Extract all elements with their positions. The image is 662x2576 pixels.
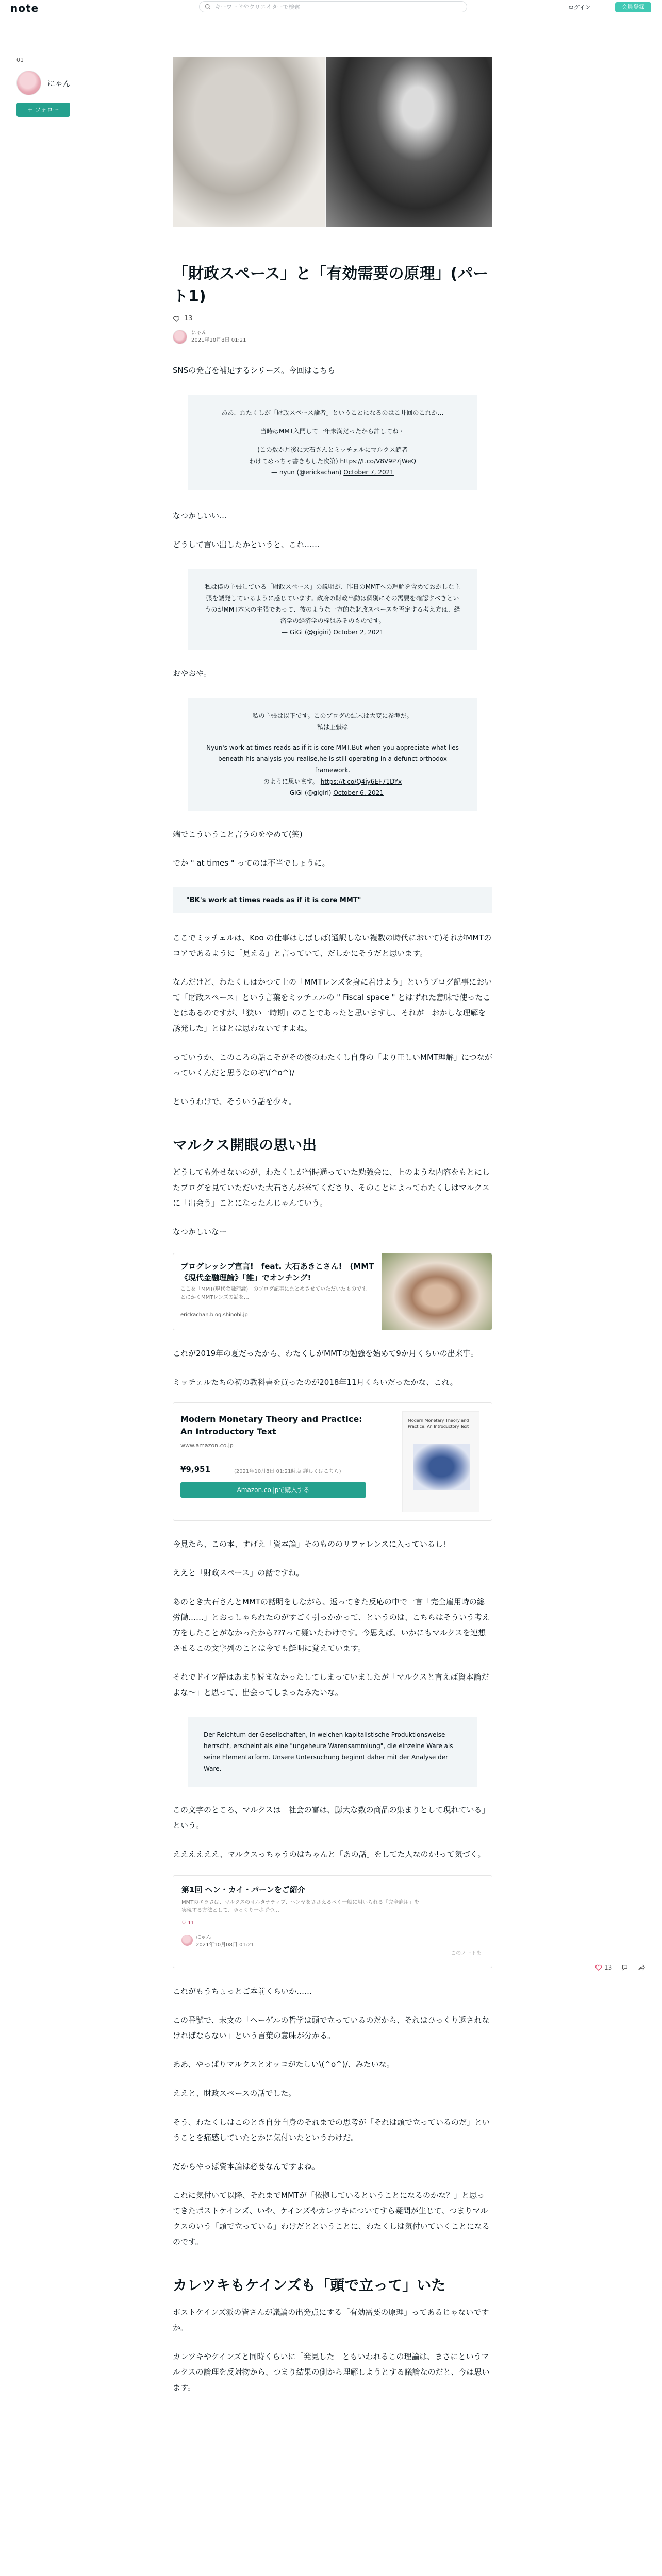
tweet-text: 私は主張は: [317, 723, 348, 731]
like-count: 13: [184, 315, 193, 323]
paragraph: ええと、財政スペースの話でした。: [173, 2089, 296, 2098]
paragraph: なんだけど、わたくしはかつて上の「MMTレンズを身に着けよう」というブログ記事において「財政スペース」という言葉をミッチェルの " Fiscal space " とはずれた意味で使ったことはあるのですが、「狭い一時期」のことであったと思いますし、それが「おかしな理解を誘発した」とはとは思わないですよね。: [173, 977, 492, 1033]
paragraph: 今見たら、この本、すげえ「資本論」そのもののリファレンスに入っているし!: [173, 1539, 446, 1549]
search-icon: [205, 4, 211, 10]
search-input[interactable]: [215, 4, 442, 10]
creator-avatar[interactable]: [16, 71, 41, 95]
blockquote: "BK's work at times reads as if it is core MMT": [173, 887, 492, 913]
tweet-text: のように思います。: [263, 778, 319, 785]
section-heading: カレツキもケインズも「頭で立って」いた: [173, 2277, 446, 2294]
embedded-tweet: [188, 569, 477, 650]
tweet-text: ああ、わたくしが「財政スペース論者」ということになるのはこ井回のこれか…: [221, 409, 444, 416]
paragraph: この文字のところ、マルクスは「社会の富は、膨大な数の商品の集まりとして現れている」という。: [173, 1805, 490, 1831]
top-header: [0, 0, 662, 14]
card-url: erickachan.blog.shinobi.jp: [180, 1312, 248, 1318]
note-card-title: 第1回 ヘン・カイ・パーンをご紹介: [181, 1885, 305, 1895]
login-link[interactable]: ログイン: [568, 4, 591, 11]
follow-button[interactable]: + フォロー: [16, 103, 70, 117]
creator-label: 01: [16, 57, 24, 63]
link-card[interactable]: [173, 1253, 492, 1330]
tweet-link[interactable]: https://t.co/V8V9P7jWeQ: [340, 457, 416, 465]
embedded-note-card[interactable]: [173, 1875, 492, 1968]
creator-sidebar: [16, 57, 89, 117]
publish-date: 2021年10月8日 01:21: [191, 337, 246, 343]
hero-image: [173, 57, 492, 227]
tweet-text: 私の主張は以下です。このブログの結末は大変に参考だ。: [252, 712, 413, 719]
author-block: [173, 330, 492, 344]
note-logo[interactable]: note: [10, 2, 39, 14]
paragraph: そう、わたくしはこのとき自分自身のそれまでの思考が「それは頭で立っているのだ」ということを痛感していたとかに気付いたというわけだ。: [173, 2117, 490, 2143]
creator-name[interactable]: にゃん: [47, 78, 71, 88]
note-card-avatar: [181, 1935, 193, 1946]
paragraph: 端でこういうこと言うのをやめて(笑): [173, 829, 303, 839]
tweet-author: — GiGi (@gigiri): [282, 789, 332, 796]
comment-icon[interactable]: [621, 1964, 628, 1971]
embedded-tweet: [188, 395, 477, 490]
paragraph: ここでミッチェルは、Koo の仕事はしばしば(通訳しない複数の時代において)それがMMTのコアであるように「見える」と言っていて、だしかにそうだと思います。: [173, 933, 492, 958]
tweet-date-link[interactable]: October 7, 2021: [343, 469, 394, 476]
tweet-author: — nyun (@erickachan): [271, 469, 342, 476]
book-cover-art: [413, 1444, 470, 1490]
card-thumbnail: [382, 1253, 492, 1330]
floating-action-bar: [595, 1964, 645, 1971]
tweet-text: (この数か月後に大石さんとミッチェルにマルクス読者: [257, 446, 408, 453]
article: [173, 57, 492, 2395]
amazon-url: www.amazon.co.jp: [180, 1442, 234, 1449]
paragraph: ええと「財政スペース」の話ですね。: [173, 1568, 304, 1578]
article-meta: [173, 315, 492, 323]
paragraph: ええええええ、マルクスっちゃうのはちゃんと「あの話」をしてた人なのか!って気づく。: [173, 1850, 486, 1859]
paragraph: っていうか、このころの話こそがその後のわたくし自身の「より正しいMMT理解」につながっていくんだと思うなのぞ\(^o^)/: [173, 1053, 492, 1077]
paragraph: というわけで、そういう話を少々。: [173, 1097, 296, 1106]
paragraph: あのとき大石さんとMMTの話明をしながら、返ってきた反応の中で一言「完全雇用時の総労働……」とおっしゃられたのがすごく引っかかって、というのは、こちらはそういう考え方をしたことがなかったから???って疑いたわけです。今思えば、いかにもマルクスを連想させるこの文字列のことは今でも鮮明に覚えています。: [173, 1597, 490, 1653]
note-card-author-name: にゃん: [196, 1935, 211, 1941]
search-box[interactable]: [199, 1, 467, 12]
paragraph: この番號で、未文の「ヘーゲルの哲学は頭で立っているのだから、それはひっくり返されなければならない」という言葉の意味が分かる。: [173, 2015, 490, 2041]
card-title: ブログレッシブ宣言! feat. 大石あきこさん! (MMT《現代金融理論》「誰」でオンチング!: [180, 1262, 374, 1283]
note-card-description: MMTのエラさは、マルクスのオルタナティブ、ヘンヤをささえるべく一般に用いられる「完全雇用」を実現する方法として、ゆっくり一歩ずつ…: [181, 1900, 420, 1914]
tweet-text: わけてめっちゃ書きもした次第): [249, 457, 338, 465]
amazon-title[interactable]: Modern Monetary Theory and Practice: An Introductory Text: [180, 1414, 362, 1437]
tweet-text: Nyun's work at times reads as if it is core MMT.But when you appreciate what lies beneath his analysis you realise,he is still operating in a defunct orthodox framework.: [206, 744, 459, 774]
note-card-author: [181, 1933, 254, 1948]
heart-icon[interactable]: [595, 1964, 602, 1971]
floating-like-count: 13: [604, 1964, 613, 1971]
card-description: ここを「MMT(現代金融理論)」のブログ記事にまとめさせていただいたものです。とにかくMMTレンズの話を…: [180, 1286, 372, 1301]
paragraph: それでドイツ語はあまり読まなかったしてしまっていましたが「マルクスと言えば資本論だよな〜」と思って、出会ってしまったみたいな。: [173, 1672, 489, 1698]
paragraph: なつかしいなー: [173, 1227, 227, 1237]
paragraph: ミッチェルたちの初の教科書を買ったのが2018年11月くらいだったかな、これ。: [173, 1378, 458, 1387]
tweet-author: — GiGi (@gigiri): [282, 629, 332, 636]
tweet-date-link[interactable]: October 2, 2021: [333, 629, 384, 636]
paragraph: SNSの発言を補足するシリーズ。今回はこちら: [173, 366, 335, 375]
quote-text: Der Reichtum der Gesellschaften, in welchen kapitalistische Produktionsweise herrscht, erscheint als eine "ungeheure Warensammlung", die einzelne Ware als seine Elementarform. Unsere Untersuchung beginnt daher mit der Analyse der Ware.: [204, 1731, 453, 1773]
heart-icon[interactable]: [173, 315, 180, 323]
note-card-date: 2021年10月08日 01:21: [196, 1942, 254, 1948]
article-title: 「財政スペース」と「有効需要の原理」(パート1): [173, 265, 489, 306]
section-heading: マルクス開眼の思い出: [173, 1137, 317, 1154]
paragraph: どうしても外せないのが、わたくしが当時通っていた勉強会に、上のような内容をもとにしたブログを見ていただいた大石さんが来てくださり、そのことによってわたくしはマルクスに「出会う」ことになったんじゃんていう。: [173, 1167, 490, 1208]
paragraph: おやおや。: [173, 669, 211, 678]
paragraph: これに気付いて以降、それまでMMTが「依拠しているということになるのかな？」と思ってきたポストケインズ、いや、ケインズやカレツキについてすら疑問が生じて、つまりマルクスのいう「頭で立っている」わけだとということに、わたくしは気付いていくことになるのです。: [173, 2191, 490, 2247]
paragraph: カレツキやケインズと同時くらいに「発見した」ともいわれるこの理論は、まさにというマルクスの論理を反対物から、つまり結果の側から理解しようとする議論なのだと、今は思います。: [173, 2352, 490, 2393]
paragraph: ああ、やっぱりマルクスとオッコがたしい\(^o^)/、みたいな。: [173, 2060, 394, 2070]
author-name[interactable]: にゃん: [191, 330, 207, 336]
tweet-text: 私は僕の主張している「財政スペース」の説明が、昨日のMMTへの理解を含めておかしな主張を誘発しているように感じています。政府の財政出動は個別にその需要を確認すべきというのがMMT本来の主張であって、彼のような一方的な財政スペースを否定する考え方は、経済学の経済学の枠組みそのものです。: [205, 583, 460, 624]
blockquote: [188, 1717, 477, 1787]
paragraph: だからやっぱ資本論は必要なんですよね。: [173, 2162, 320, 2172]
tweet-link[interactable]: https://t.co/Q4iy6EF71DYx: [320, 778, 402, 785]
amazon-card: [173, 1402, 492, 1521]
signup-button[interactable]: 会員登録: [615, 2, 651, 12]
tweet-date-link[interactable]: October 6, 2021: [333, 789, 384, 796]
paragraph: これがもうちょっとご本前くらいか……: [173, 1987, 312, 1996]
paragraph: どうして言い出したかというと、これ……: [173, 540, 320, 549]
note-card-more: このノートを: [451, 1951, 482, 1957]
author-avatar[interactable]: [173, 330, 187, 344]
amazon-price: ¥9,951: [180, 1465, 210, 1475]
paragraph: でか " at times " ってのは不当でしょうに。: [173, 858, 330, 868]
paragraph: なつかしいい…: [173, 511, 227, 520]
share-icon[interactable]: [638, 1964, 645, 1971]
paragraph: ポストケインズ派の皆さんが議論の出発点にする「有効需要の原理」ってあるじゃないですか。: [173, 2308, 489, 2333]
amazon-buy-button[interactable]: Amazon.co.jpで購入する: [180, 1482, 366, 1498]
paragraph: これが2019年の夏だったから、わたくしがMMTの勉強を始めて9か月くらいの出来事。: [173, 1349, 478, 1359]
note-card-likes: ♡ 11: [181, 1920, 194, 1926]
tweet-text: 当時はMMT入門して一年未満だったから許してね・: [260, 428, 405, 435]
hero-photo-marx: [326, 57, 492, 227]
amazon-price-note: (2021年10月8日 01:21時点 詳しくはこちら): [234, 1469, 341, 1475]
book-cover[interactable]: [402, 1411, 479, 1512]
embedded-tweet: [188, 698, 477, 811]
book-cover-title: Modern Monetary Theory and Practice: An Introductory Text: [408, 1418, 469, 1429]
hero-photo-left: [173, 57, 325, 227]
